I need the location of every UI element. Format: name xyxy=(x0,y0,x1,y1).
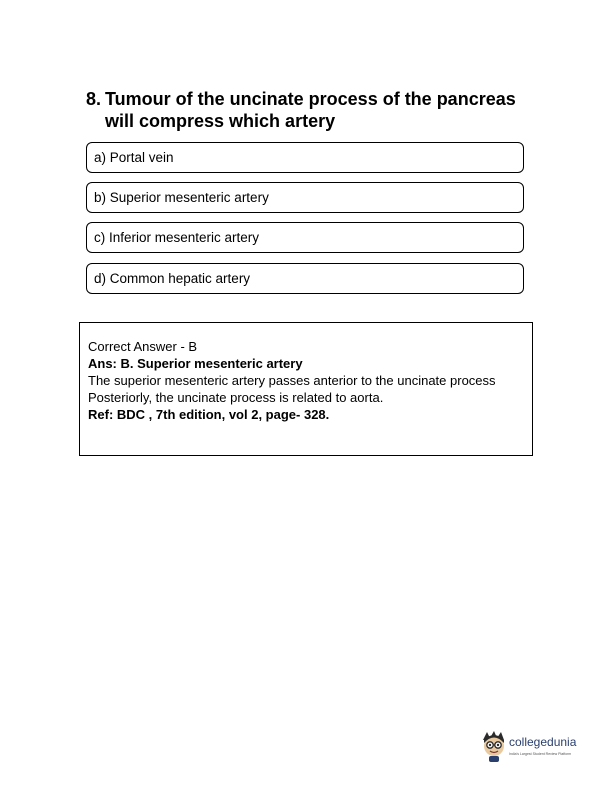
question-text: Tumour of the uncinate process of the pancreas will compress which artery xyxy=(105,89,516,131)
option-a[interactable]: a) Portal vein xyxy=(86,142,524,173)
mascot-icon xyxy=(480,730,508,764)
answer-title: Ans: B. Superior mesenteric artery xyxy=(88,356,303,371)
option-c[interactable]: c) Inferior mesenteric artery xyxy=(86,222,524,253)
reference-text: Ref: BDC , 7th edition, vol 2, page- 328. xyxy=(88,407,330,422)
logo-tagline: India's Largest Student Review Platform xyxy=(509,752,572,756)
question-number: 8. xyxy=(86,89,102,109)
answer-box xyxy=(79,322,533,456)
logo-brand-text: collegedunia xyxy=(509,735,577,749)
explanation-text-2: Posteriorly, the uncinate process is related to aorta. xyxy=(88,390,384,405)
option-d[interactable]: d) Common hepatic artery xyxy=(86,263,524,294)
option-b[interactable]: b) Superior mesenteric artery xyxy=(86,182,524,213)
correct-answer-line: Correct Answer - B xyxy=(88,339,198,354)
question-heading xyxy=(86,88,546,132)
collegedunia-logo xyxy=(480,730,580,764)
explanation-text-1: The superior mesenteric artery passes anterior to the uncinate process xyxy=(88,373,496,388)
